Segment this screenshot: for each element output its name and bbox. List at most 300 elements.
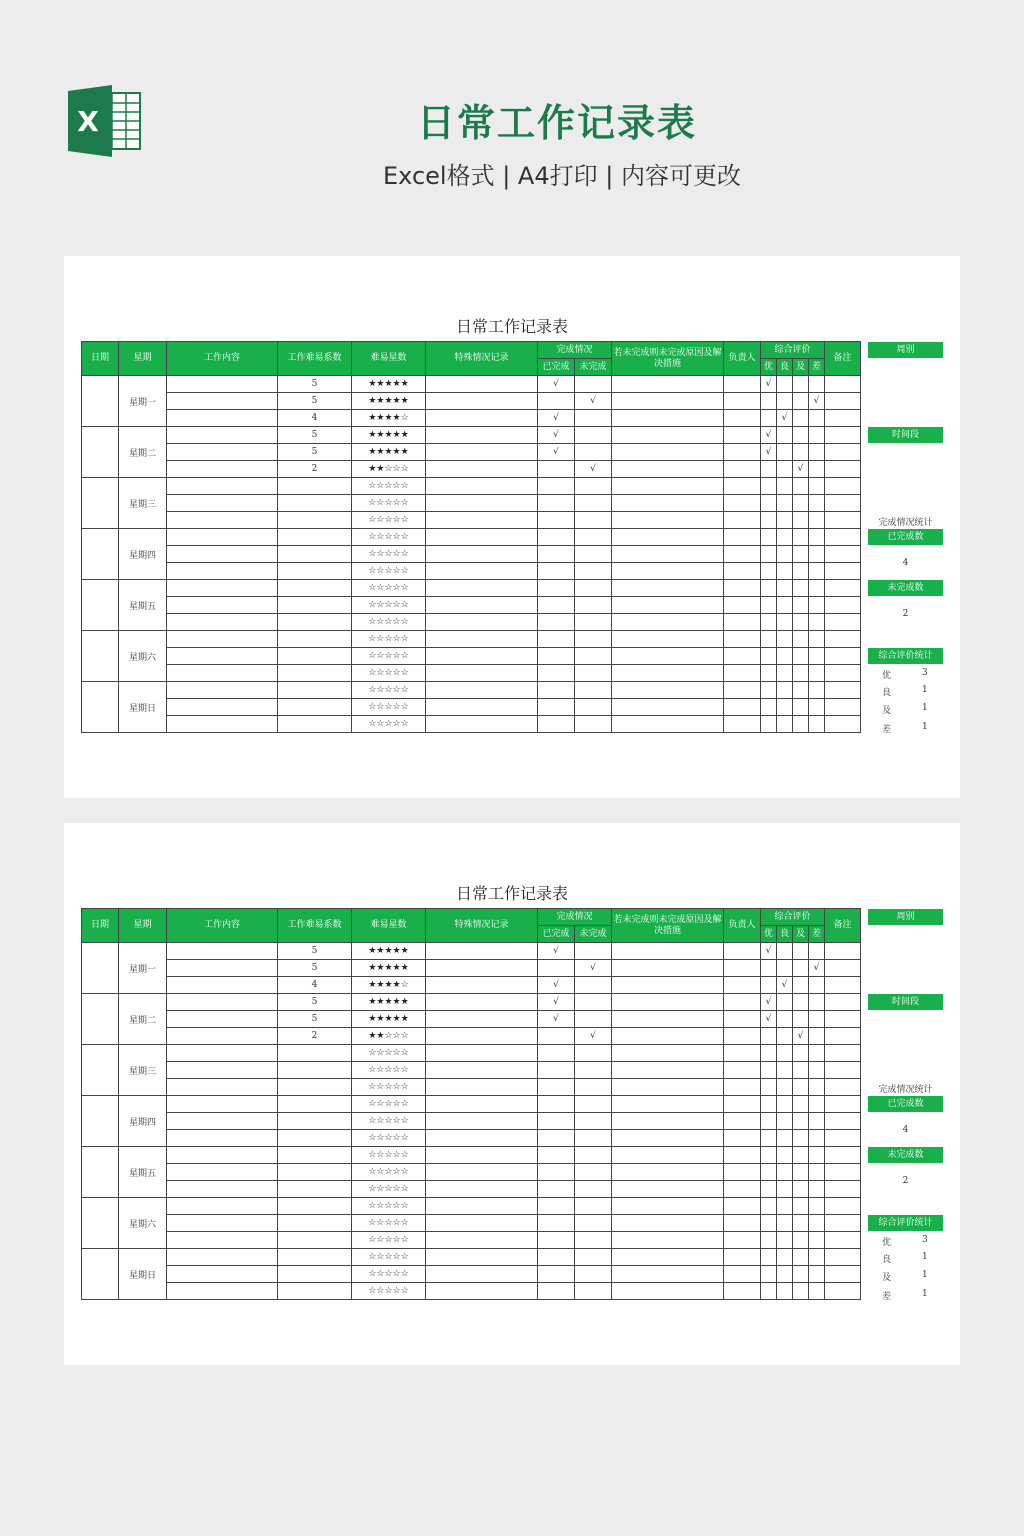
owner-cell — [724, 960, 761, 977]
rating-cell — [761, 977, 777, 994]
undone-cell: √ — [575, 393, 612, 410]
done-cell — [538, 1181, 575, 1198]
rating-cell — [761, 1028, 777, 1045]
done-cell — [538, 716, 575, 733]
done-cell — [538, 665, 575, 682]
rating-cell — [793, 1215, 809, 1232]
reason-cell — [612, 376, 724, 393]
owner-cell — [724, 665, 761, 682]
content-cell — [167, 427, 278, 444]
stars-cell: ☆☆☆☆☆ — [352, 1062, 426, 1079]
rating-cell — [777, 1011, 793, 1028]
reason-cell — [612, 1130, 724, 1147]
owner-cell — [724, 682, 761, 699]
rating-stat — [868, 685, 943, 699]
rating-cell — [809, 699, 825, 716]
rating-cell — [793, 1045, 809, 1062]
table-row — [82, 512, 861, 529]
col-rating-excellent: 优 — [761, 926, 777, 943]
done-cell — [538, 648, 575, 665]
stars-cell: ☆☆☆☆☆ — [352, 1130, 426, 1147]
difficulty-cell — [278, 682, 352, 699]
undone-cell — [575, 376, 612, 393]
stars-cell: ☆☆☆☆☆ — [352, 1283, 426, 1300]
reason-cell — [612, 1079, 724, 1096]
reason-cell — [612, 1028, 724, 1045]
rating-cell — [777, 1266, 793, 1283]
difficulty-cell — [278, 716, 352, 733]
special-cell — [426, 648, 538, 665]
rating-stat-value: 1 — [922, 722, 928, 732]
date-cell — [82, 1249, 119, 1300]
rating-stat — [868, 722, 943, 736]
rating-stat — [868, 1289, 943, 1303]
owner-cell — [724, 597, 761, 614]
owner-cell — [724, 410, 761, 427]
rating-cell — [809, 1096, 825, 1113]
rating-cell — [809, 1215, 825, 1232]
stars-cell: ☆☆☆☆☆ — [352, 580, 426, 597]
rating-cell — [809, 1113, 825, 1130]
owner-cell — [724, 1198, 761, 1215]
rating-stat-key: 优 — [882, 671, 892, 681]
col-rating-good: 良 — [777, 926, 793, 943]
table-row — [82, 461, 861, 478]
special-cell — [426, 444, 538, 461]
owner-cell — [724, 1147, 761, 1164]
owner-cell — [724, 1028, 761, 1045]
note-cell — [825, 977, 861, 994]
date-cell — [82, 943, 119, 994]
special-cell — [426, 614, 538, 631]
stars-cell: ☆☆☆☆☆ — [352, 546, 426, 563]
special-cell — [426, 1028, 538, 1045]
content-cell — [167, 580, 278, 597]
rating-cell — [761, 631, 777, 648]
reason-cell — [612, 461, 724, 478]
difficulty-cell — [278, 1249, 352, 1266]
col-weekday: 星期 — [119, 909, 167, 943]
special-cell — [426, 410, 538, 427]
content-cell — [167, 1028, 278, 1045]
excel-logo-letter: X — [77, 105, 99, 138]
rating-cell — [777, 563, 793, 580]
rating-cell — [793, 960, 809, 977]
difficulty-cell — [278, 597, 352, 614]
col-special: 特殊情况记录 — [426, 909, 538, 943]
content-cell — [167, 1130, 278, 1147]
difficulty-cell: 5 — [278, 444, 352, 461]
content-cell — [167, 1164, 278, 1181]
rating-cell — [809, 597, 825, 614]
rating-cell — [777, 614, 793, 631]
rating-cell — [793, 529, 809, 546]
owner-cell — [724, 512, 761, 529]
owner-cell — [724, 495, 761, 512]
difficulty-cell — [278, 1147, 352, 1164]
owner-cell — [724, 977, 761, 994]
reason-cell — [612, 427, 724, 444]
done-cell: √ — [538, 376, 575, 393]
owner-cell — [724, 1266, 761, 1283]
rating-cell — [761, 495, 777, 512]
difficulty-cell: 2 — [278, 461, 352, 478]
content-cell — [167, 1079, 278, 1096]
rating-cell — [777, 393, 793, 410]
done-cell — [538, 1113, 575, 1130]
note-cell — [825, 1147, 861, 1164]
rating-cell — [793, 1232, 809, 1249]
table-row — [82, 563, 861, 580]
content-cell — [167, 1266, 278, 1283]
rating-cell — [793, 597, 809, 614]
col-reason: 若未完成则未完成原因及解决措施 — [612, 342, 724, 376]
content-cell — [167, 1011, 278, 1028]
difficulty-cell — [278, 512, 352, 529]
rating-cell — [761, 529, 777, 546]
col-rating: 综合评价 — [761, 909, 825, 926]
note-cell — [825, 1198, 861, 1215]
rating-cell — [761, 614, 777, 631]
special-cell — [426, 1232, 538, 1249]
work-log-table — [81, 908, 861, 1300]
note-cell — [825, 546, 861, 563]
special-cell — [426, 1198, 538, 1215]
done-cell: √ — [538, 977, 575, 994]
owner-cell — [724, 614, 761, 631]
rating-cell — [793, 977, 809, 994]
rating-cell — [793, 943, 809, 960]
stars-cell: ☆☆☆☆☆ — [352, 1096, 426, 1113]
done-cell: √ — [538, 943, 575, 960]
rating-cell: √ — [793, 461, 809, 478]
content-cell — [167, 478, 278, 495]
stars-cell: ★★☆☆☆ — [352, 461, 426, 478]
rating-stats-title: 综合评价统计 — [868, 1215, 943, 1231]
undone-cell: √ — [575, 960, 612, 977]
reason-cell — [612, 1096, 724, 1113]
content-cell — [167, 665, 278, 682]
reason-cell — [612, 648, 724, 665]
difficulty-cell: 4 — [278, 410, 352, 427]
stars-cell: ☆☆☆☆☆ — [352, 1249, 426, 1266]
stars-cell: ☆☆☆☆☆ — [352, 699, 426, 716]
rating-cell: √ — [761, 427, 777, 444]
rating-stat-key: 及 — [882, 1273, 892, 1283]
undone-cell — [575, 1062, 612, 1079]
rating-cell — [777, 1028, 793, 1045]
sheet-title: 日常工作记录表 — [455, 317, 568, 336]
table-row — [82, 682, 861, 699]
note-cell — [825, 1079, 861, 1096]
difficulty-cell — [278, 1164, 352, 1181]
done-cell: √ — [538, 1011, 575, 1028]
undone-cell — [575, 1147, 612, 1164]
content-cell — [167, 682, 278, 699]
reason-cell — [612, 478, 724, 495]
rating-cell — [777, 1215, 793, 1232]
table-row — [82, 977, 861, 994]
owner-cell — [724, 1181, 761, 1198]
table-row — [82, 1096, 861, 1113]
content-cell — [167, 1181, 278, 1198]
rating-cell — [761, 1215, 777, 1232]
content-cell — [167, 393, 278, 410]
rating-cell — [809, 716, 825, 733]
content-cell — [167, 1147, 278, 1164]
done-cell — [538, 563, 575, 580]
rating-cell: √ — [761, 444, 777, 461]
rating-stat-value: 3 — [922, 668, 928, 678]
rating-stat-value: 1 — [922, 685, 928, 695]
rating-cell: √ — [809, 960, 825, 977]
rating-cell — [809, 512, 825, 529]
owner-cell — [724, 1045, 761, 1062]
reason-cell — [612, 994, 724, 1011]
difficulty-cell: 5 — [278, 994, 352, 1011]
rating-cell — [793, 1164, 809, 1181]
rating-cell — [777, 1232, 793, 1249]
owner-cell — [724, 716, 761, 733]
owner-cell — [724, 994, 761, 1011]
week-label: 周别 — [868, 342, 943, 358]
difficulty-cell — [278, 1045, 352, 1062]
stars-cell: ☆☆☆☆☆ — [352, 648, 426, 665]
rating-stat — [868, 1252, 943, 1266]
owner-cell — [724, 546, 761, 563]
rating-cell — [793, 631, 809, 648]
rating-cell — [761, 665, 777, 682]
note-cell — [825, 1164, 861, 1181]
special-cell — [426, 631, 538, 648]
content-cell — [167, 529, 278, 546]
rating-stat-key: 及 — [882, 706, 892, 716]
rating-cell — [809, 977, 825, 994]
special-cell — [426, 1164, 538, 1181]
owner-cell — [724, 1215, 761, 1232]
col-undone: 未完成 — [575, 926, 612, 943]
note-cell — [825, 682, 861, 699]
rating-stat — [868, 703, 943, 717]
rating-cell — [793, 699, 809, 716]
difficulty-cell — [278, 1181, 352, 1198]
stars-cell: ☆☆☆☆☆ — [352, 529, 426, 546]
special-cell — [426, 512, 538, 529]
rating-cell — [777, 648, 793, 665]
rating-cell — [761, 699, 777, 716]
weekday-cell: 星期日 — [119, 1249, 167, 1300]
done-cell — [538, 1198, 575, 1215]
undone-cell — [575, 1011, 612, 1028]
undone-cell — [575, 1249, 612, 1266]
undone-cell — [575, 580, 612, 597]
rating-cell — [809, 1181, 825, 1198]
special-cell — [426, 563, 538, 580]
weekday-cell: 星期三 — [119, 478, 167, 529]
rating-cell — [793, 427, 809, 444]
rating-cell: √ — [777, 410, 793, 427]
owner-cell — [724, 461, 761, 478]
stars-cell: ☆☆☆☆☆ — [352, 1164, 426, 1181]
rating-cell — [761, 1198, 777, 1215]
rating-cell — [777, 1198, 793, 1215]
rating-cell — [809, 1249, 825, 1266]
table-row — [82, 1283, 861, 1300]
rating-cell — [777, 512, 793, 529]
owner-cell — [724, 376, 761, 393]
rating-cell — [809, 648, 825, 665]
rating-cell — [777, 699, 793, 716]
rating-cell — [809, 1062, 825, 1079]
table-row — [82, 994, 861, 1011]
rating-cell — [793, 648, 809, 665]
rating-cell — [777, 1147, 793, 1164]
special-cell — [426, 1130, 538, 1147]
done-cell — [538, 1215, 575, 1232]
note-cell — [825, 580, 861, 597]
rating-cell — [809, 682, 825, 699]
done-cell — [538, 1283, 575, 1300]
rating-cell — [761, 1283, 777, 1300]
special-cell — [426, 1266, 538, 1283]
owner-cell — [724, 1130, 761, 1147]
difficulty-cell — [278, 1215, 352, 1232]
reason-cell — [612, 597, 724, 614]
undone-cell — [575, 699, 612, 716]
difficulty-cell — [278, 1062, 352, 1079]
rating-cell — [777, 546, 793, 563]
content-cell — [167, 1232, 278, 1249]
done-cell — [538, 1045, 575, 1062]
date-cell — [82, 427, 119, 478]
reason-cell — [612, 546, 724, 563]
undone-cell — [575, 512, 612, 529]
note-cell — [825, 376, 861, 393]
rating-cell: √ — [761, 943, 777, 960]
table-row — [82, 631, 861, 648]
rating-cell — [793, 1011, 809, 1028]
stars-cell: ★★★★☆ — [352, 410, 426, 427]
undone-cell — [575, 1283, 612, 1300]
special-cell — [426, 580, 538, 597]
stars-cell: ☆☆☆☆☆ — [352, 512, 426, 529]
table-row — [82, 597, 861, 614]
undone-cell — [575, 478, 612, 495]
rating-cell — [809, 943, 825, 960]
done-count-value: 4 — [902, 1125, 909, 1135]
content-cell — [167, 994, 278, 1011]
col-completion: 完成情况 — [538, 342, 612, 359]
rating-cell — [793, 563, 809, 580]
owner-cell — [724, 1232, 761, 1249]
done-cell — [538, 1266, 575, 1283]
table-row — [82, 1028, 861, 1045]
owner-cell — [724, 1062, 761, 1079]
rating-stat-key: 优 — [882, 1238, 892, 1248]
undone-cell — [575, 994, 612, 1011]
reason-cell — [612, 960, 724, 977]
reason-cell — [612, 393, 724, 410]
rating-stat-key: 差 — [882, 725, 892, 735]
weekday-cell: 星期四 — [119, 1096, 167, 1147]
done-cell — [538, 1164, 575, 1181]
content-cell — [167, 977, 278, 994]
done-cell — [538, 393, 575, 410]
undone-count-label: 未完成数 — [868, 1147, 943, 1163]
col-owner: 负责人 — [724, 342, 761, 376]
undone-cell — [575, 682, 612, 699]
special-cell — [426, 461, 538, 478]
col-date: 日期 — [82, 909, 119, 943]
difficulty-cell — [278, 665, 352, 682]
rating-cell — [777, 461, 793, 478]
content-cell — [167, 614, 278, 631]
rating-cell — [809, 563, 825, 580]
rating-cell — [761, 461, 777, 478]
owner-cell — [724, 529, 761, 546]
sheet-preview-1 — [64, 256, 960, 798]
stars-cell: ★★★★★ — [352, 943, 426, 960]
rating-cell — [777, 631, 793, 648]
difficulty-cell — [278, 495, 352, 512]
special-cell — [426, 1283, 538, 1300]
date-cell — [82, 529, 119, 580]
difficulty-cell — [278, 1096, 352, 1113]
rating-cell — [809, 1198, 825, 1215]
done-cell — [538, 461, 575, 478]
undone-cell — [575, 1164, 612, 1181]
owner-cell — [724, 1249, 761, 1266]
sheet-title: 日常工作记录表 — [455, 884, 568, 903]
done-cell: √ — [538, 427, 575, 444]
note-cell — [825, 1266, 861, 1283]
date-cell — [82, 1147, 119, 1198]
rating-cell — [777, 529, 793, 546]
table-row — [82, 1181, 861, 1198]
rating-cell — [761, 410, 777, 427]
rating-cell — [809, 410, 825, 427]
table-row — [82, 699, 861, 716]
undone-cell — [575, 1113, 612, 1130]
reason-cell — [612, 495, 724, 512]
table-row — [82, 580, 861, 597]
table-row — [82, 376, 861, 393]
rating-cell — [809, 427, 825, 444]
rating-cell — [793, 1147, 809, 1164]
content-cell — [167, 1249, 278, 1266]
date-cell — [82, 682, 119, 733]
undone-cell — [575, 563, 612, 580]
table-row — [82, 716, 861, 733]
content-cell — [167, 943, 278, 960]
rating-cell: √ — [761, 376, 777, 393]
rating-cell — [777, 716, 793, 733]
rating-stat — [868, 1270, 943, 1284]
rating-cell — [777, 1045, 793, 1062]
special-cell — [426, 960, 538, 977]
col-owner: 负责人 — [724, 909, 761, 943]
col-special: 特殊情况记录 — [426, 342, 538, 376]
undone-cell — [575, 631, 612, 648]
col-done: 已完成 — [538, 926, 575, 943]
done-cell — [538, 546, 575, 563]
difficulty-cell — [278, 546, 352, 563]
date-cell — [82, 631, 119, 682]
page-title: 日常工作记录表 — [416, 101, 697, 145]
difficulty-cell: 5 — [278, 427, 352, 444]
rating-cell — [809, 631, 825, 648]
content-cell — [167, 699, 278, 716]
